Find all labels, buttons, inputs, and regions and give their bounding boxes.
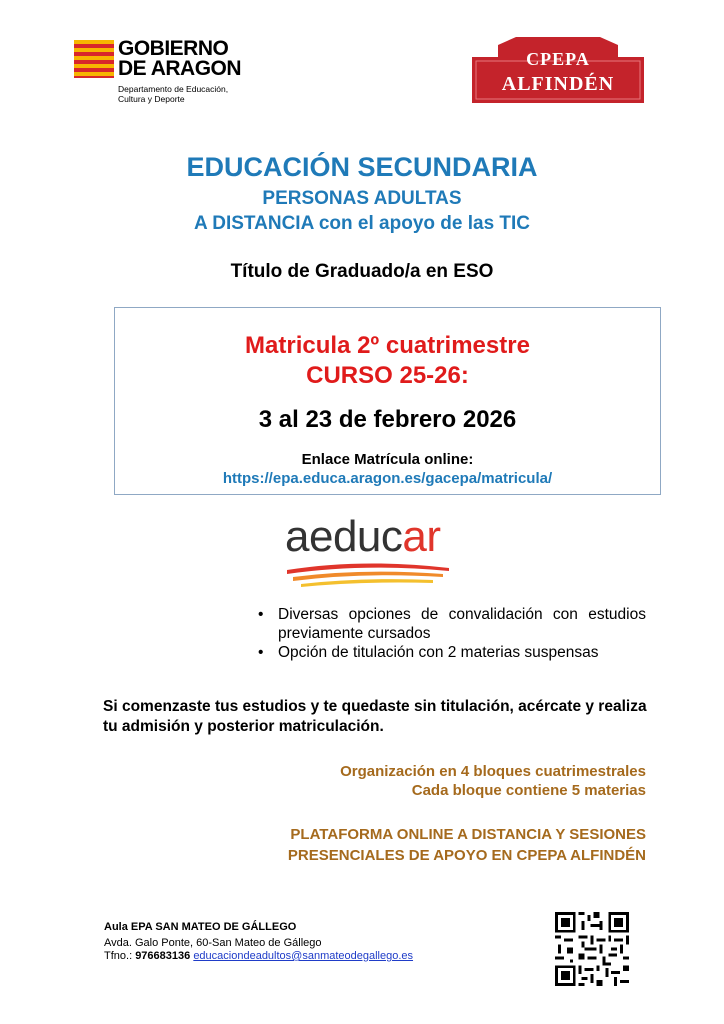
department-line2: Cultura y Deporte [118,94,185,104]
features-list [258,605,646,662]
main-title: EDUCACIÓN SECUNDARIA [186,152,538,182]
bullet-icon: • [258,644,264,661]
list-item: • Diversas opciones de convalidación con estudios previamente cursados [258,606,646,642]
gobierno-line1: GOBIERNO [118,37,229,60]
subtitle-adultas: PERSONAS ADULTAS [262,188,462,209]
matricula-link[interactable]: https://epa.educa.aragon.es/gacepa/matricula/ [222,470,553,487]
aragon-flag-icon [74,40,114,78]
list-item: • Opción de titulación con 2 materias suspensas [258,644,599,661]
footer-address: Avda. Galo Ponte, 60-San Mateo de Gállego [104,937,322,949]
email-link[interactable]: educaciondeadultos@sanmateodegallego.es [193,950,414,962]
subtitle-distancia: A DISTANCIA con el apoyo de las TIC [193,213,531,234]
aeducar-swoosh-icon [283,560,453,590]
gobierno-aragon-logo [74,38,274,110]
admission-paragraph: Si comenzaste tus estudios y te quedaste sin titulación, acércate y realiza tu admisión y posterior matriculación. [103,698,647,735]
cpepa-alfinden-logo [472,37,644,103]
plataforma-line2: PRESENCIALES DE APOYO EN CPEPA ALFINDÉN [287,847,646,864]
enlace-label: Enlace Matrícula online: [301,451,474,468]
phone-label: Tfno.: [104,950,133,962]
cpepa-line2: ALFINDÉN [501,73,615,95]
bullet-icon: • [258,606,264,623]
enrollment-box [114,307,661,495]
organizacion-line2: Cada bloque contiene 5 materias [411,782,646,799]
curso-heading: CURSO 25-26: [306,362,469,389]
titulo-graduado: Título de Graduado/a en ESO [230,261,494,282]
plataforma-line1: PLATAFORMA ONLINE A DISTANCIA Y SESIONES [290,826,646,843]
footer-contact [104,950,413,962]
aeducar-logo [283,512,453,592]
gobierno-line2: DE ARAGON [118,57,242,80]
aeducar-part2: ar [402,512,441,561]
matricula-heading: Matricula 2º cuatrimestre [245,332,530,359]
enrollment-dates: 3 al 23 de febrero 2026 [258,406,517,433]
footer-aula: Aula EPA SAN MATEO DE GÁLLEGO [104,921,297,933]
cpepa-line1: CPEPA [526,49,590,69]
aeducar-part1: aeduc [285,512,403,561]
aeducar-wordmark [285,512,441,562]
department-line1: Departamento de Educación, [118,84,229,94]
qr-code-icon [555,912,629,986]
organizacion-line1: Organización en 4 bloques cuatrimestrales [340,763,646,780]
phone-number: 976683136 [135,950,191,962]
